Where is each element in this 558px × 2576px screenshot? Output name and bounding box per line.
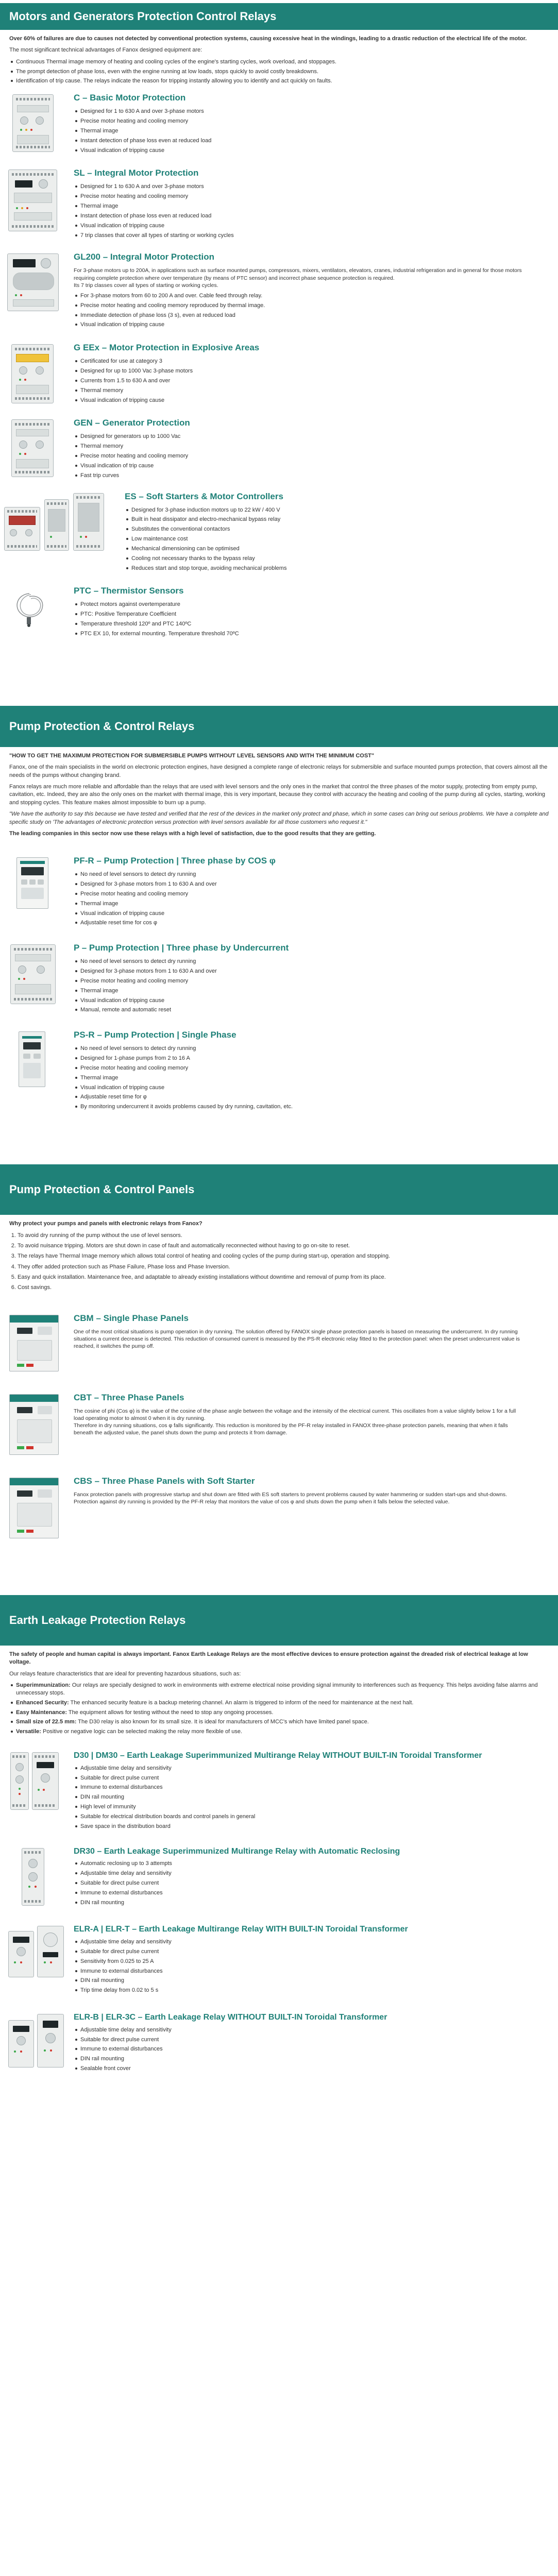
list-item: Reduces start and stop torque, avoiding mechanical problems: [125, 565, 558, 572]
list-item: Designed for 3-phase motors from 1 to 630 A and over: [74, 880, 558, 888]
list-item: Visual indication of tripping cause: [74, 147, 558, 155]
intro-heading: "HOW TO GET THE MAXIMUM PROTECTION FOR SUBMERSIBLE PUMPS WITHOUT LEVEL SENSORS AND WITH THE MINIMUM COST": [9, 752, 375, 759]
list-item: Trip time delay from 0.02 to 5 s: [74, 1987, 558, 1994]
list-item: Cooling not necessary thanks to the bypass relay: [125, 555, 558, 563]
product-geex: [0, 342, 558, 406]
product-body: [64, 342, 558, 406]
list-item: Sealable front cover: [74, 2065, 558, 2073]
feature-list: [74, 1860, 558, 1906]
list-item: Instant detection of phase loss even at reduced load: [74, 212, 558, 220]
list-item: Adjustable time delay and sensitivity: [74, 2026, 558, 2034]
product-image: [0, 1392, 64, 1455]
product-body: [64, 92, 558, 156]
pump-panels-intro: [0, 1215, 558, 1292]
product-body: [64, 251, 558, 331]
product-title: C – Basic Motor Protection: [74, 93, 186, 103]
list-item: Suitable for direct pulse current: [74, 2036, 558, 2044]
product-image: [0, 1313, 64, 1371]
feature-list: [74, 358, 558, 404]
list-item: No need of level sensors to detect dry running: [74, 871, 558, 878]
earth-relay-image: [22, 1848, 44, 1906]
list-item: Visual indication of trip cause: [74, 462, 558, 470]
list-item: [9, 1682, 549, 1697]
list-item: Temperature threshold 120º and PTC 140ºC: [74, 620, 558, 628]
earth-relay-image: [10, 1752, 29, 1810]
product-description: The cosine of phi (Cos φ) is the value of the cosine of the phase angle between the voltage and the intensity of the electrical current. This oscillates from a value slightly below 1 for a full load operating motor to almost 0 when it is dry running. Therefore in dry running situations, cos φ falls significantly. This reduction is monitored by the PF-R relay installed in FANOX three-phase protection panels, meaning that when it falls beneath the adjusted value, the panel shuts down the pump and protects it from damage.: [74, 1408, 516, 1436]
advantages-intro: The most significant technical advantages of Fanox designed equipment are:: [9, 47, 202, 54]
features-intro: Our relays feature characteristics that are ideal for preventing hazardous situations, such as:: [9, 1670, 241, 1677]
soft-starter-images: [4, 493, 119, 551]
relay-device-image: [8, 170, 57, 231]
product-body: [64, 1846, 558, 1909]
list-item: Precise motor heating and cooling memory: [74, 977, 558, 985]
product-ptc: [0, 585, 558, 639]
product-description: One of the most critical situations is pump operation in dry running. The solution offered by FANOX single phase protection panels is based on measuring the undercurrent. In dry running situations a current decrease is detected. This reduction of consumed current is measured by the PS-R electronic relay fitted to the protection panel: when the preset undercurrent value is reached, it switches the pump off.: [74, 1328, 520, 1350]
list-item: Low maintenance cost: [125, 535, 558, 543]
list-item: Manual, remote and automatic reset: [74, 1006, 558, 1014]
feature-text: The enhanced security feature is a backup metering channel. An alarm is triggered to inform of the need for maintenance at the next halt.: [69, 1699, 414, 1706]
control-panel-image: [9, 1394, 59, 1455]
earth-relay-images: [8, 2014, 64, 2067]
product-sl: [0, 167, 558, 241]
product-image: [0, 1029, 64, 1087]
list-item: Save space in the distribution board: [74, 1823, 558, 1831]
list-item: Certificated for use at category 3: [74, 358, 558, 365]
list-item: Adjustable time delay and sensitivity: [74, 1938, 558, 1946]
product-title: G EEx – Motor Protection in Explosive Areas: [74, 343, 260, 353]
intro-quote: "We have the authority to say this because we have tested and verified that the rest of the devices in the market only protect and phase, which in some cases can bring out serious problems. We have a complete and specific study on 'The advantages of electronic protection versus protection with level sensors available for all those customers who request it.": [9, 811, 549, 825]
product-description: For 3-phase motors up to 200A, in applications such as surface mounted pumps, compressors, mixers, ventilators, elevators, cranes, industrial refrigeration and in general for those motors requiring complete protection where over temperature (by means of PTC sensor) and incorrect phase sequence protection is required. Its 7 trip classes cover all types of starting or working cycles.: [74, 267, 522, 289]
earth-relay-image: [8, 2020, 34, 2067]
product-image: [0, 1924, 64, 1977]
list-item: Substitutes the conventional contactors: [125, 526, 558, 533]
list-item: DIN rail mounting: [74, 1899, 558, 1907]
product-title: P – Pump Protection | Three phase by Undercurrent: [74, 943, 289, 953]
feature-list: [74, 183, 558, 239]
product-image: [0, 585, 64, 631]
product-title: ELR-B | ELR-3C – Earth Leakage Relay WITHOUT BUILT-IN Toroidal Transformer: [74, 2013, 387, 2022]
product-title: CBS – Three Phase Panels with Soft Starter: [74, 1476, 255, 1486]
product-body: [64, 1476, 558, 1509]
product-image: [0, 342, 64, 406]
list-item: No need of level sensors to detect dry running: [74, 958, 558, 965]
product-image: [0, 1750, 64, 1810]
list-item: 6. Cost savings.: [18, 1284, 549, 1292]
control-panel-image: [9, 1315, 59, 1371]
list-item: Designed for 1 to 630 A and over 3-phase motors: [74, 183, 558, 191]
list-item: Designed for 1 to 630 A and over 3-phase motors: [74, 108, 558, 115]
earth-relay-image: [37, 1926, 64, 1977]
earth-relay-images: [10, 1752, 64, 1810]
list-item: Adjustable time delay and sensitivity: [74, 1870, 558, 1877]
list-item: PTC EX 10, for external mounting. Temperature threshold 70ºC: [74, 630, 558, 638]
list-item: By monitoring undercurrent it avoids problems caused by dry running, cavitation, etc.: [74, 1103, 558, 1111]
product-title: GL200 – Integral Motor Protection: [74, 252, 214, 262]
earth-relay-image: [8, 1931, 34, 1977]
product-p: [0, 942, 558, 1016]
product-image: [0, 1476, 64, 1538]
product-d30: [0, 1750, 558, 1833]
list-item: Instant detection of phase loss even at reduced load: [74, 137, 558, 145]
intro-paragraph: Fanox, one of the main specialists in the world on electronic protection engines, have designed a complete range of electronic relays for submersible and surface mounted pumps protection, that covers almost all the needs of the pumps without changing brand.: [9, 764, 548, 778]
list-item: Immune to external disturbances: [74, 1968, 558, 1975]
feature-list: [74, 1765, 558, 1831]
feature-name: Enhanced Security:: [16, 1699, 69, 1706]
relay-device-image: [11, 344, 54, 403]
product-body: [64, 167, 558, 241]
product-description: Fanox protection panels with progressive startup and shut down are fitted with ES soft starters to prevent problems caused by water hammering or sudden start-ups and shut-downs. Protection against dry running is provided by the PF-R relay that monitors the value of cos φ and shuts down the pump when it falls below the selected value.: [74, 1491, 508, 1505]
product-image: [0, 855, 64, 909]
soft-starter-image: [4, 507, 40, 551]
list-item: Thermal memory: [74, 443, 558, 450]
section-title: Earth Leakage Protection Relays: [9, 1614, 186, 1627]
list-item: Adjustable reset time for cos φ: [74, 919, 558, 927]
product-gl200: [0, 251, 558, 331]
earth-relay-image: [32, 1752, 59, 1810]
product-body: [64, 942, 558, 1016]
intro-bold-line: The leading companies in this sector now use these relays with a high level of satisfaction, due to the good results that they are getting.: [9, 830, 376, 837]
list-item: The prompt detection of phase loss, even with the engine running at low loads, stops quickly to avoid costly breakdowns.: [9, 68, 549, 76]
list-item: Immune to external disturbances: [74, 1889, 558, 1897]
product-title: CBT – Three Phase Panels: [74, 1392, 184, 1402]
list-item: Designed for 1-phase pumps from 2 to 16 A: [74, 1055, 558, 1062]
product-elra: [0, 1924, 558, 1996]
control-panel-image: [9, 1478, 59, 1538]
product-title: ELR-A | ELR-T – Earth Leakage Multirange Relay WITH BUILT-IN Toroidal Transformer: [74, 1925, 408, 1934]
list-item: No need of level sensors to detect dry running: [74, 1045, 558, 1053]
list-item: [9, 1699, 549, 1707]
feature-list: [74, 871, 558, 927]
product-image: [0, 1846, 64, 1908]
product-title: ES – Soft Starters & Motor Controllers: [125, 491, 283, 501]
feature-text: The equipment allows for testing without the need to stop any ongoing processes.: [67, 1709, 274, 1716]
intro-question: Why protect your pumps and panels with electronic relays from Fanox?: [9, 1221, 202, 1227]
product-body: [64, 1924, 558, 1996]
list-item: Continuous Thermal image memory of heating and cooling cycles of the engine's starting cycles, work overload, and stoppages.: [9, 58, 549, 66]
feature-list: [74, 958, 558, 1014]
list-item: Precise motor heating and cooling memory: [74, 193, 558, 200]
list-item: Precise motor heating and cooling memory: [74, 452, 558, 460]
section-banner-earth-leakage: [0, 1595, 558, 1646]
list-item: Visual indication of tripping cause: [74, 910, 558, 918]
section-title: Pump Protection & Control Panels: [9, 1183, 195, 1196]
product-title: PTC – Thermistor Sensors: [74, 586, 184, 596]
list-item: Thermal image: [74, 202, 558, 210]
pump-relay-image: [19, 1031, 45, 1087]
product-title: SL – Integral Motor Protection: [74, 168, 199, 178]
feature-list: [74, 433, 558, 479]
feature-text: Our relays are specially designed to work in environments with extreme electrical noise providing signal immunity to interferences such as frequency. This helps avoiding false alarms and unnecessary stops.: [16, 1682, 538, 1696]
feature-list: [74, 292, 558, 329]
product-image: [0, 251, 64, 314]
list-item: Designed for 3-phase motors from 1 to 630 A and over: [74, 968, 558, 975]
list-item: Precise motor heating and cooling memory: [74, 117, 558, 125]
section-banner-pump-panels: [0, 1164, 558, 1215]
list-item: Visual indication of tripping cause: [74, 397, 558, 404]
list-item: 1. To avoid dry running of the pump without the use of level sensors.: [18, 1232, 549, 1240]
product-cbs: [0, 1476, 558, 1538]
list-item: Designed for 3-phase induction motors up to 22 kW / 400 V: [125, 506, 558, 514]
earth-relay-image: [37, 2014, 64, 2067]
feature-name: Versatile:: [16, 1728, 41, 1735]
product-body: [64, 585, 558, 639]
feature-list: [74, 1938, 558, 1994]
product-body: [119, 491, 558, 574]
list-item: Suitable for direct pulse current: [74, 1948, 558, 1956]
product-title: D30 | DM30 – Earth Leakage Superimmunized Multirange Relay WITHOUT BUILT-IN Toroidal Transformer: [74, 1751, 482, 1760]
list-item: High level of immunity: [74, 1803, 558, 1811]
list-item: Thermal image: [74, 127, 558, 135]
product-image: [0, 417, 64, 480]
product-title: CBM – Single Phase Panels: [74, 1313, 189, 1323]
intro-text: The safety of people and human capital is always important. Fanox Earth Leakage Relays are the most effective devices to ensure protection against the dreaded risk of electrical leakage at low voltage.: [9, 1651, 528, 1666]
list-item: Thermal memory: [74, 387, 558, 395]
list-item: Thermal image: [74, 987, 558, 995]
intro-text: Over 60% of failures are due to causes not detected by conventional protection systems, causing excessive heat in the windings, leading to a drastic reduction of the electrical life of the motor.: [9, 36, 527, 42]
intro-paragraph: Fanox relays are much more reliable and affordable than the relays that are used with level sensors and the only ones in the market that control the three phases of the motor supply, protecting from empty pump, cavitation, etc. Indeed, they are also the only ones on the market with thermal image, this is very important, because they control with accuracy the heating and cooling of the pump during all cycles, starting, working and stopping cycles. This feature makes almost impossible to burn up a pump.: [9, 783, 546, 806]
earth-intro: [0, 1646, 558, 1736]
list-item: Adjustable time delay and sensitivity: [74, 1765, 558, 1772]
product-elrb: [0, 2012, 558, 2075]
product-body: [64, 1750, 558, 1833]
list-item: Visual indication of tripping cause: [74, 222, 558, 230]
list-item: For 3-phase motors from 60 to 200 A and over. Cable feed through relay.: [74, 292, 558, 300]
list-item: Immune to external disturbances: [74, 1784, 558, 1791]
list-item: Thermal image: [74, 900, 558, 908]
pump-relay-image: [16, 857, 48, 909]
list-item: 5. Easy and quick installation. Maintenance free, and adaptable to already existing installations without downtime and removal of pump from its place.: [18, 1274, 549, 1281]
list-item: [9, 1728, 549, 1736]
thermistor-sensor-image: [6, 587, 53, 629]
list-item: Visual indication of tripping cause: [74, 321, 558, 329]
list-item: Suitable for direct pulse current: [74, 1774, 558, 1782]
pump-relays-intro: [0, 747, 558, 838]
product-body: [64, 1313, 558, 1353]
motors-intro: [0, 30, 558, 85]
list-item: Built in heat dissipator and electro-mechanical bypass relay: [125, 516, 558, 523]
product-title: PF-R – Pump Protection | Three phase by COS φ: [74, 856, 276, 866]
section-banner-pump-relays: [0, 706, 558, 747]
list-item: Sensitivity from 0.025 to 25 A: [74, 1958, 558, 1965]
feature-name: Small size of 22.5 mm:: [16, 1719, 77, 1725]
list-item: Designed for up to 1000 Vac 3-phase motors: [74, 367, 558, 375]
list-item: [9, 1709, 549, 1717]
list-item: Immediate detection of phase loss (3 s), even at reduced load: [74, 312, 558, 319]
product-body: [64, 417, 558, 481]
feature-list: [74, 601, 558, 637]
product-title: GEN – Generator Protection: [74, 418, 190, 428]
list-item: Immune to external disturbances: [74, 2045, 558, 2053]
product-body: [64, 855, 558, 929]
feature-list: [74, 2026, 558, 2073]
list-item: 3. The relays have Thermal Image memory which allows total control of heating and cooling cycles of the pump during start-up, operation and stopping.: [18, 1252, 549, 1260]
product-image: [0, 491, 119, 551]
list-item: Identification of trip cause. The relays indicate the reason for tripping instantly allowing you to identify and act quickly on faults.: [9, 77, 549, 85]
list-item: 2. To avoid nuisance tripping. Motors are shut down in case of fault and automatically reconnected without having to go on-site to reset.: [18, 1242, 549, 1250]
list-item: Fast trip curves: [74, 472, 558, 480]
list-item: 4. They offer added protection such as Phase Failure, Phase loss and Phase Inversion.: [18, 1263, 549, 1271]
product-title: PS-R – Pump Protection | Single Phase: [74, 1030, 236, 1040]
product-title: DR30 – Earth Leakage Superimmunized Multirange Relay with Automatic Reclosing: [74, 1846, 400, 1856]
product-body: [64, 1392, 558, 1440]
section-title: Motors and Generators Protection Control Relays: [9, 10, 277, 23]
feature-text: The D30 relay is also known for its small size. It is ideal for manufacturers of MCC's which have limited panel space.: [76, 1719, 369, 1725]
list-item: Precise motor heating and cooling memory: [74, 1064, 558, 1072]
relay-device-image: [12, 94, 54, 152]
list-item: Precise motor heating and cooling memory reproduced by thermal image.: [74, 302, 558, 310]
list-item: 7 trip classes that cover all types of starting or working cycles: [74, 232, 558, 240]
list-item: Currents from 1.5 to 630 A and over: [74, 377, 558, 385]
list-item: Automatic reclosing up to 3 attempts: [74, 1860, 558, 1868]
feature-name: Easy Maintenance:: [16, 1709, 67, 1716]
feature-list: [74, 1045, 558, 1111]
soft-starter-image: [73, 493, 104, 551]
reasons-list: [9, 1232, 549, 1292]
list-item: Adjustable reset time for φ: [74, 1093, 558, 1101]
list-item: Protect motors against overtemperature: [74, 601, 558, 608]
feature-list: [125, 506, 558, 572]
product-image: [0, 942, 64, 1007]
soft-starter-image: [44, 499, 69, 551]
list-item: DIN rail mounting: [74, 1977, 558, 1985]
list-item: Visual indication of tripping cause: [74, 997, 558, 1005]
product-image: [0, 167, 64, 234]
product-dr30: [0, 1846, 558, 1909]
list-item: DIN rail mounting: [74, 2055, 558, 2063]
product-psr: [0, 1029, 558, 1113]
pump-relay-image: [10, 944, 56, 1004]
relay-device-image: [7, 253, 59, 311]
product-image: [0, 2012, 64, 2067]
list-item: Suitable for electrical distribution boards and control panels in general: [74, 1813, 558, 1821]
list-item: Suitable for direct pulse current: [74, 1879, 558, 1887]
list-item: Precise motor heating and cooling memory: [74, 890, 558, 898]
product-body: [64, 1029, 558, 1113]
list-item: PTC: Positive Temperature Coefficient: [74, 611, 558, 618]
relay-device-image: [11, 419, 54, 477]
product-gen: [0, 417, 558, 481]
product-body: [64, 2012, 558, 2075]
list-item: DIN rail mounting: [74, 1793, 558, 1801]
feature-text: Positive or negative logic can be selected making the relay more flexible of use.: [41, 1728, 243, 1735]
product-c: [0, 92, 558, 156]
list-item: [9, 1718, 549, 1726]
advantages-list: [9, 58, 549, 86]
earth-relay-images: [8, 1926, 64, 1977]
list-item: Visual indication of tripping cause: [74, 1084, 558, 1092]
product-image: [0, 92, 64, 155]
feature-list: [74, 108, 558, 154]
features-list: [9, 1682, 549, 1736]
list-item: Designed for generators up to 1000 Vac: [74, 433, 558, 440]
product-es: [0, 491, 558, 574]
list-item: Mechanical dimensioning can be optimised: [125, 545, 558, 553]
product-cbt: [0, 1392, 558, 1455]
feature-name: Superimmunization:: [16, 1682, 71, 1689]
product-pfr: [0, 855, 558, 929]
section-title: Pump Protection & Control Relays: [9, 719, 195, 733]
product-cbm: [0, 1313, 558, 1371]
list-item: Thermal image: [74, 1074, 558, 1082]
section-banner-motors: [0, 3, 558, 30]
